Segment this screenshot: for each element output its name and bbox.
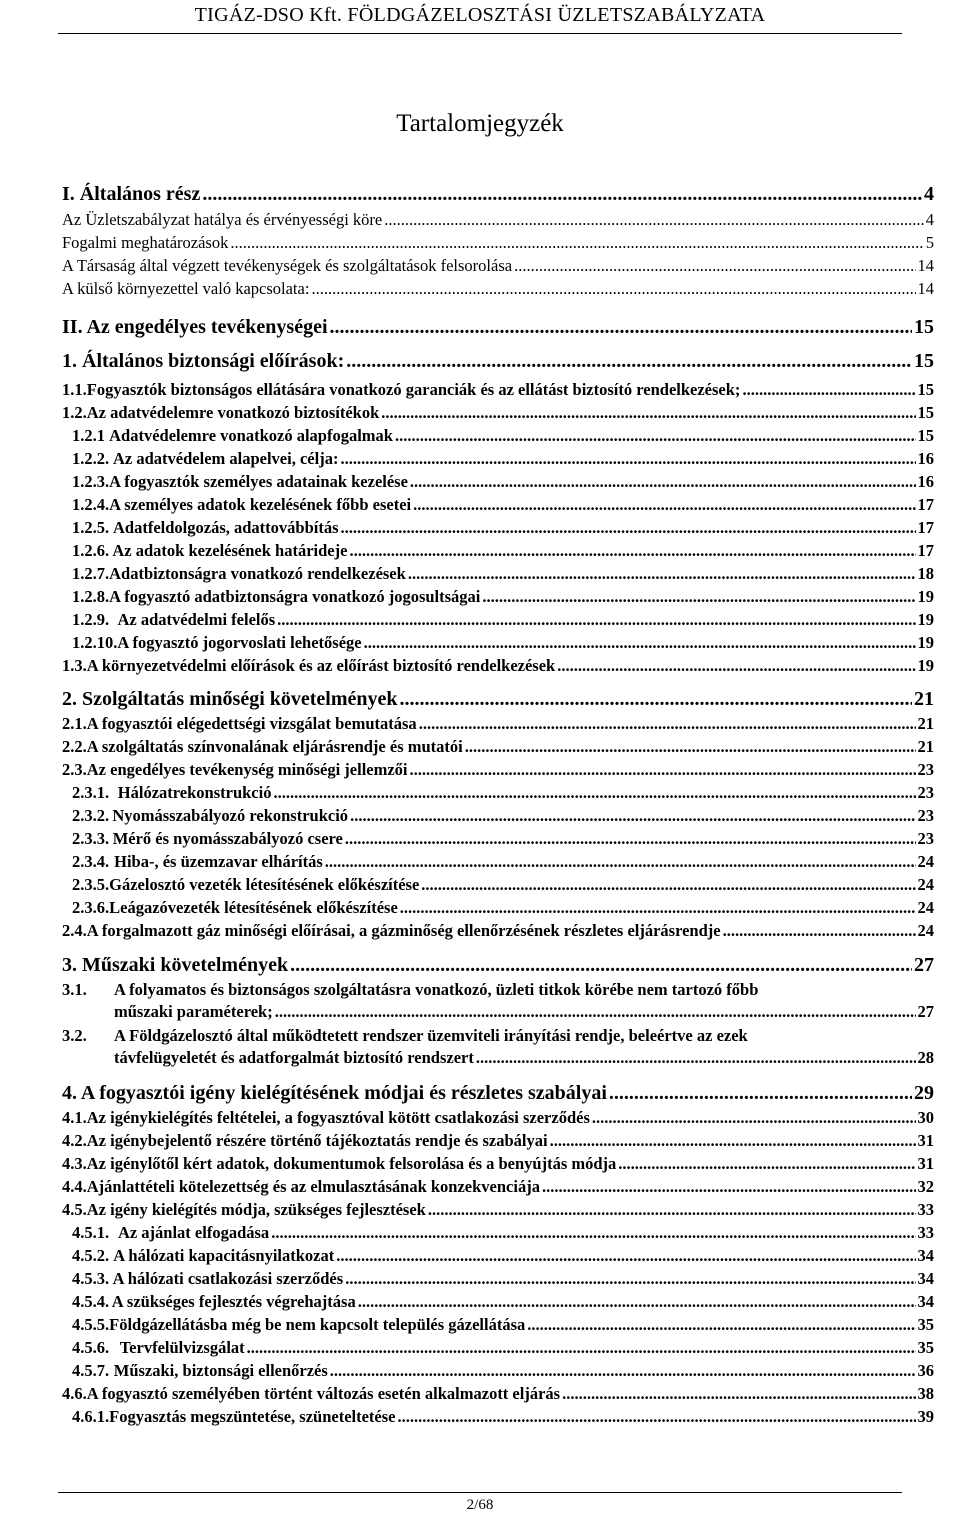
toc-entry[interactable]: 2.3.4. Hiba-, és üzemzavar elhárítás ..... 24: [62, 853, 934, 872]
toc-entry[interactable]: 2.3.3. Mérő és nyomásszabályozó csere ..... 23: [62, 830, 934, 849]
toc-entry[interactable]: 4.3. Az igénylőtől kért adatok, dokumentumok felsorolása és a benyújtás módja ..... 31: [62, 1155, 934, 1174]
toc-entry[interactable]: 1.2.10. A fogyasztó jogorvoslati lehetősége ..... 19: [62, 634, 934, 653]
toc-entry[interactable]: II. Az engedélyes tevékenységei ..... 15: [62, 316, 934, 339]
toc-entry[interactable]: 1.2.4. A személyes adatok kezelésének főbb esetei ..... 17: [62, 496, 934, 515]
toc-entry[interactable]: 4.5.3. A hálózati csatlakozási szerződés ..... 34: [62, 1270, 934, 1289]
toc-entry[interactable]: Fogalmi meghatározások ..... 5: [62, 234, 934, 253]
toc-entry[interactable]: 1. Általános biztonsági előírások: ..... 15: [62, 350, 934, 373]
toc-entry[interactable]: 4.6. A fogyasztó személyében történt változás esetén alkalmazott eljárás ..... 38: [62, 1385, 934, 1404]
toc-entry[interactable]: 3. Műszaki követelmények ..... 27: [62, 954, 934, 977]
toc-entry[interactable]: 2.3. Az engedélyes tevékenység minőségi jellemzői ..... 23: [62, 761, 934, 780]
toc-entry[interactable]: 2.3.6. Leágazóvezeték létesítésének előkészítése ..... 24: [62, 899, 934, 918]
header-rule: [58, 33, 902, 34]
toc-title: Tartalomjegyzék: [396, 110, 564, 137]
toc-entry: 3.2. A Földgázelosztó által működtetett rendszer üzemviteli irányítási rendje, beleértve az ezek: [62, 1026, 748, 1045]
toc-entry[interactable]: 4. A fogyasztói igény kielégítésének módjai és részletes szabályai ..... 29: [62, 1082, 934, 1105]
toc-entry[interactable]: 4.2. Az igénybejelentő részére történő tájékoztatás rendje és szabályai ..... 31: [62, 1132, 934, 1151]
toc-entry[interactable]: 1.1. Fogyasztók biztonságos ellátására vonatkozó garanciák és az ellátást biztosító rendelkezések; ..... 15: [62, 381, 934, 400]
toc-entry[interactable]: 2.3.1. Hálózatrekonstrukció ..... 23: [62, 784, 934, 803]
toc-entry[interactable]: 4.5.2. A hálózati kapacitásnyilatkozat ..... 34: [62, 1247, 934, 1266]
toc-entry[interactable]: 4.5.5. Földgázellátásba még be nem kapcsolt település gázellátása ..... 35: [62, 1316, 934, 1335]
toc-entry[interactable]: 1.2.5. Adatfeldolgozás, adattovábbítás ..... 17: [62, 519, 934, 538]
toc-entry: 3.1. A folyamatos és biztonságos szolgáltatásra vonatkozó, üzleti titkok körébe nem tartozó főbb: [62, 980, 759, 999]
toc-entry-continuation[interactable]: műszaki paraméterek; ..... 27: [114, 1003, 934, 1022]
toc-entry[interactable]: 2.3.2. Nyomásszabályozó rekonstrukció ..... 23: [62, 807, 934, 826]
toc-entry[interactable]: 1.2.9. Az adatvédelmi felelős ..... 19: [62, 611, 934, 630]
footer-rule: [58, 1492, 902, 1493]
toc-entry[interactable]: 1.2.6. Az adatok kezelésének határideje ..... 17: [62, 542, 934, 561]
toc-entry[interactable]: Az Üzletszabályzat hatálya és érvényességi köre ..... 4: [62, 211, 934, 230]
toc-entry[interactable]: 1.3. A környezetvédelmi előírások és az előírást biztosító rendelkezések ..... 19: [62, 657, 934, 676]
toc-entry[interactable]: 4.5.1. Az ajánlat elfogadása ..... 33: [62, 1224, 934, 1243]
toc-entry[interactable]: 4.1. Az igénykielégítés feltételei, a fogyasztóval kötött csatlakozási szerződés ..... 30: [62, 1109, 934, 1128]
toc-entry[interactable]: 2. Szolgáltatás minőségi követelmények ..... 21: [62, 688, 934, 711]
toc-entry[interactable]: 2.2. A szolgáltatás színvonalának eljárásrendje és mutatói ..... 21: [62, 738, 934, 757]
toc-entry[interactable]: 4.5.6. Tervfelülvizsgálat ..... 35: [62, 1339, 934, 1358]
toc-entry[interactable]: 1.2.8. A fogyasztó adatbiztonságra vonatkozó jogosultságai ..... 19: [62, 588, 934, 607]
toc-entry-continuation[interactable]: távfelügyeletét és adatforgalmát biztosító rendszert ..... 28: [114, 1049, 934, 1068]
toc-entry[interactable]: 4.4. Ajánlattételi kötelezettség és az elmulasztásának konzekvenciája ..... 32: [62, 1178, 934, 1197]
toc-entry[interactable]: 2.3.5. Gázelosztó vezeték létesítésének előkészítése ..... 24: [62, 876, 934, 895]
toc-entry[interactable]: A külső környezettel való kapcsolata: ..... 14: [62, 280, 934, 299]
toc-entry[interactable]: 4.5.7. Műszaki, biztonsági ellenőrzés ..... 36: [62, 1362, 934, 1381]
toc-entry[interactable]: 1.2.7. Adatbiztonságra vonatkozó rendelkezések ..... 18: [62, 565, 934, 584]
toc-entry[interactable]: 4.5.4. A szükséges fejlesztés végrehajtása ..... 34: [62, 1293, 934, 1312]
toc-entry[interactable]: 1.2.3. A fogyasztók személyes adatainak kezelése ..... 16: [62, 473, 934, 492]
toc-entry[interactable]: 4.6.1. Fogyasztás megszüntetése, szüneteltetése ..... 39: [62, 1408, 934, 1427]
toc-entry[interactable]: A Társaság által végzett tevékenységek és szolgáltatások felsorolása ..... 14: [62, 257, 934, 276]
toc-entry[interactable]: 2.1. A fogyasztói elégedettségi vizsgálat bemutatása ..... 21: [62, 715, 934, 734]
toc-entry[interactable]: 1.2. Az adatvédelemre vonatkozó biztosítékok ..... 15: [62, 404, 934, 423]
page-number: 2/68: [466, 1497, 494, 1513]
toc-entry[interactable]: I. Általános rész ..... 4: [62, 183, 934, 206]
toc-entry[interactable]: 4.5. Az igény kielégítés módja, szükséges fejlesztések ..... 33: [62, 1201, 934, 1220]
toc-entry[interactable]: 1.2.2. Az adatvédelem alapelvei, célja: ..... 16: [62, 450, 934, 469]
toc-entry[interactable]: 2.4. A forgalmazott gáz minőségi előírásai, a gázminőség ellenőrzésének részletes eljárásrendje ..... 24: [62, 922, 934, 941]
document-header: TIGÁZ-DSO Kft. FÖLDGÁZELOSZTÁSI ÜZLETSZABÁLYZATA: [194, 4, 766, 26]
toc-entry[interactable]: 1.2.1 Adatvédelemre vonatkozó alapfogalmak ..... 15: [62, 427, 934, 446]
